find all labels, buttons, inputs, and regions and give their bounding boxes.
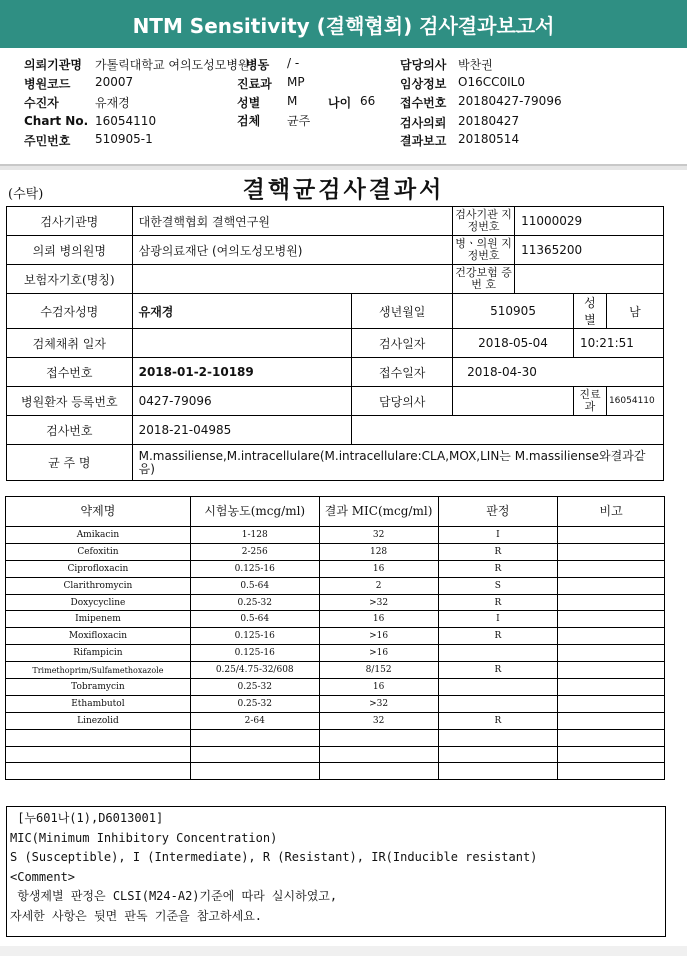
judgement-cell [438, 746, 558, 763]
judgement-header: 판정 [438, 497, 558, 527]
table-row [6, 594, 665, 611]
insured-label: 보험자기호(명칭) [7, 265, 133, 294]
test-req-value: 20180427 [458, 114, 520, 128]
judgement-cell: R [438, 560, 558, 577]
drug-name-cell [6, 763, 191, 780]
patient-label: 수진자 [24, 96, 59, 110]
mic-cell: 2 [319, 577, 438, 594]
note-line: MIC(Minimum Inhibitory Concentration) [10, 830, 278, 845]
judgement-cell [438, 695, 558, 712]
test-conc-cell: 2-256 [190, 543, 319, 560]
health-ins-label: 건강보험 증 번 호 [453, 265, 515, 294]
drug-name-cell: Linezolid [6, 712, 191, 729]
drug-name-cell: Moxifloxacin [6, 628, 191, 645]
hosp-code-value: 20007 [95, 75, 134, 89]
judgement-cell: I [438, 611, 558, 628]
patient-name-value: 유재경 [132, 294, 352, 329]
mic-cell [319, 729, 438, 746]
age-label: 나이 [328, 96, 352, 110]
mic-cell: 16 [319, 679, 438, 696]
table-row [6, 695, 665, 712]
remark-cell [558, 712, 665, 729]
receipt-date-value: 2018-04-30 [453, 358, 664, 387]
note-line: 자세한 사항은 뒷면 판독 기준을 참고하세요. [10, 908, 263, 923]
lab-org-value: 대한결핵협회 결핵연구원 [132, 207, 453, 236]
report-header [0, 48, 687, 166]
dept-label: 진료과 [237, 77, 272, 91]
mic-cell: 16 [319, 611, 438, 628]
remark-cell [558, 543, 665, 560]
remark-cell [558, 560, 665, 577]
remark-cell [558, 679, 665, 696]
test-no-blank [352, 416, 664, 445]
sex-value: M [287, 94, 298, 108]
table-row [6, 746, 665, 763]
remark-cell [558, 746, 665, 763]
drug-sensitivity-table [5, 496, 665, 780]
judgement-cell: R [438, 628, 558, 645]
table-row [6, 611, 665, 628]
patient-name-label: 수검자성명 [7, 294, 133, 329]
mic-cell [319, 746, 438, 763]
table-row [6, 527, 665, 544]
id-label: 주민번호 [24, 134, 71, 148]
remark-cell [558, 611, 665, 628]
reg-no-label: 병원환자 등록번호 [7, 387, 133, 416]
receipt-mark: (수탁) [8, 187, 44, 202]
specimen-value: 균주 [287, 114, 311, 128]
drug-name-cell: Cefoxitin [6, 543, 191, 560]
drug-name-cell: Ethambutol [6, 695, 191, 712]
note-line: S (Susceptible), I (Intermediate), R (Resistant), IR(Inducible resistant) [10, 850, 538, 864]
age-value: 66 [360, 94, 376, 108]
birth-value: 510905 [453, 294, 574, 329]
mic-cell: 32 [319, 527, 438, 544]
req-hospital-label: 의뢰 병의원명 [7, 236, 133, 265]
lab-designation-label: 검사기관 지정번호 [453, 207, 515, 236]
table-row [6, 645, 665, 662]
drug-name-cell: Clarithromycin [6, 577, 191, 594]
remark-cell [558, 729, 665, 746]
clinical-label: 임상정보 [400, 77, 447, 91]
drug-name-cell: Amikacin [6, 527, 191, 544]
table-row [6, 662, 665, 679]
hosp-code-label: 병원코드 [24, 77, 71, 91]
specimen-label: 검체 [237, 114, 261, 128]
receipt-value: 2018-01-2-10189 [132, 358, 352, 387]
test-conc-cell: 0.25-32 [190, 695, 319, 712]
test-conc-header: 시험농도(mcg/ml) [190, 497, 319, 527]
mic-cell: >16 [319, 628, 438, 645]
test-conc-cell: 2-64 [190, 712, 319, 729]
req-hospital-value: 삼광의료재단 (여의도성모병원) [132, 236, 453, 265]
judgement-cell: R [438, 594, 558, 611]
test-conc-cell: 1-128 [190, 527, 319, 544]
remark-cell [558, 763, 665, 780]
test-date-value: 2018-05-04 [453, 329, 574, 358]
remark-cell [558, 645, 665, 662]
remark-cell [558, 577, 665, 594]
table-row [6, 679, 665, 696]
doctor-value: 박찬권 [458, 58, 493, 72]
ward-value: / - [287, 56, 300, 70]
table-row [6, 543, 665, 560]
result-report-label: 결과보고 [400, 134, 447, 148]
birth-label: 생년월일 [352, 294, 453, 329]
sex-label: 성별 [237, 96, 261, 110]
clinical-value: O16CC0IL0 [458, 75, 525, 89]
test-conc-cell [190, 729, 319, 746]
note-line: <Comment> [10, 869, 76, 884]
mic-cell: >16 [319, 645, 438, 662]
patient-info-table [6, 206, 664, 481]
test-conc-cell: 0.25/4.75-32/608 [190, 662, 319, 679]
mic-cell: 8/152 [319, 662, 438, 679]
document-title: 결핵균검사결과서 [242, 176, 445, 203]
doctor-label: 담당의사 [400, 58, 447, 72]
test-conc-cell: 0.125-16 [190, 645, 319, 662]
judgement-cell [438, 729, 558, 746]
dept-value: MP [287, 75, 305, 89]
remark-cell [558, 662, 665, 679]
strain-value: M.massiliense,M.intracellulare(M.intracellulare:CLA,MOX,LIN는 M.massiliense와결과같음) [132, 445, 663, 481]
sex-label-cell: 성별 [573, 294, 606, 329]
remark-cell [558, 527, 665, 544]
note-line: [누601나(1),D6013001] [10, 811, 164, 825]
drug-name-cell: Ciprofloxacin [6, 560, 191, 577]
test-conc-cell [190, 763, 319, 780]
attending-value [453, 387, 574, 416]
collect-date-label: 검체채취 일자 [7, 329, 133, 358]
drug-name-cell: Trimethoprim/Sulfamethoxazole [6, 662, 191, 679]
drug-name-cell [6, 746, 191, 763]
judgement-cell [438, 679, 558, 696]
note-line: 항생제별 판정은 CLSI(M24-A2)기준에 따라 실시하였고, [10, 889, 338, 903]
receipt-no-label: 접수번호 [400, 96, 447, 110]
table-row [6, 577, 665, 594]
patient-value: 유재경 [95, 96, 130, 110]
test-req-label: 검사의뢰 [400, 116, 447, 130]
judgement-cell: I [438, 527, 558, 544]
strain-label: 균 주 명 [7, 445, 133, 481]
mic-cell: 16 [319, 560, 438, 577]
mic-cell [319, 763, 438, 780]
table-row [6, 729, 665, 746]
remark-cell [558, 695, 665, 712]
dept-value-cell: 16054110 [606, 387, 663, 416]
test-time-value: 10:21:51 [573, 329, 663, 358]
judgement-cell [438, 763, 558, 780]
receipt-label: 접수번호 [7, 358, 133, 387]
test-conc-cell: 0.5-64 [190, 577, 319, 594]
receipt-no-value: 20180427-79096 [458, 94, 562, 108]
judgement-cell [438, 645, 558, 662]
dept-label-cell: 진료과 [573, 387, 606, 416]
health-ins-value [515, 265, 664, 294]
report-title: NTM Sensitivity (결핵협회) 검사결과보고서 [0, 0, 687, 48]
table-row [6, 712, 665, 729]
remark-header: 비고 [558, 497, 665, 527]
test-no-value: 2018-21-04985 [132, 416, 352, 445]
insured-value [132, 265, 453, 294]
judgement-cell: R [438, 662, 558, 679]
drug-name-cell: Imipenem [6, 611, 191, 628]
test-conc-cell [190, 746, 319, 763]
drug-name-header: 약제명 [6, 497, 191, 527]
req-org-value: 가톨릭대학교 여의도성모병원 [95, 58, 250, 72]
mic-header: 결과 MIC(mcg/ml) [319, 497, 438, 527]
test-conc-cell: 0.5-64 [190, 611, 319, 628]
drug-name-cell [6, 729, 191, 746]
drug-table-header [6, 497, 665, 527]
chart-label: Chart No. [24, 114, 89, 128]
test-conc-cell: 0.25-32 [190, 679, 319, 696]
id-value: 510905-1 [95, 132, 153, 146]
mic-cell: 32 [319, 712, 438, 729]
test-conc-cell: 0.125-16 [190, 628, 319, 645]
drug-name-cell: Tobramycin [6, 679, 191, 696]
lab-designation-value: 11000029 [515, 207, 664, 236]
table-row [6, 560, 665, 577]
attending-label: 담당의사 [352, 387, 453, 416]
judgement-cell: R [438, 712, 558, 729]
test-conc-cell: 0.125-16 [190, 560, 319, 577]
judgement-cell: R [438, 543, 558, 560]
hospital-designation-label: 병ㆍ의원 지정번호 [453, 236, 515, 265]
judgement-cell: S [438, 577, 558, 594]
drug-name-cell: Doxycycline [6, 594, 191, 611]
mic-cell: 128 [319, 543, 438, 560]
mic-cell: >32 [319, 695, 438, 712]
hospital-designation-value: 11365200 [515, 236, 664, 265]
remark-cell [558, 594, 665, 611]
reg-no-value: 0427-79096 [132, 387, 352, 416]
ward-label: 병동 [246, 58, 270, 72]
table-row [6, 628, 665, 645]
test-date-label: 검사일자 [352, 329, 453, 358]
test-no-label: 검사번호 [7, 416, 133, 445]
bottom-band [0, 946, 687, 956]
mic-cell: >32 [319, 594, 438, 611]
sex-value-cell: 남 [606, 294, 663, 329]
drug-name-cell: Rifampicin [6, 645, 191, 662]
remark-cell [558, 628, 665, 645]
receipt-date-label: 접수일자 [352, 358, 453, 387]
chart-value: 16054110 [95, 114, 157, 128]
result-report-value: 20180514 [458, 132, 520, 146]
collect-date-value [132, 329, 352, 358]
table-row [6, 763, 665, 780]
lab-org-label: 검사기관명 [7, 207, 133, 236]
divider [0, 166, 687, 170]
req-org-label: 의뢰기관명 [24, 58, 82, 72]
notes-box [6, 806, 666, 937]
test-conc-cell: 0.25-32 [190, 594, 319, 611]
